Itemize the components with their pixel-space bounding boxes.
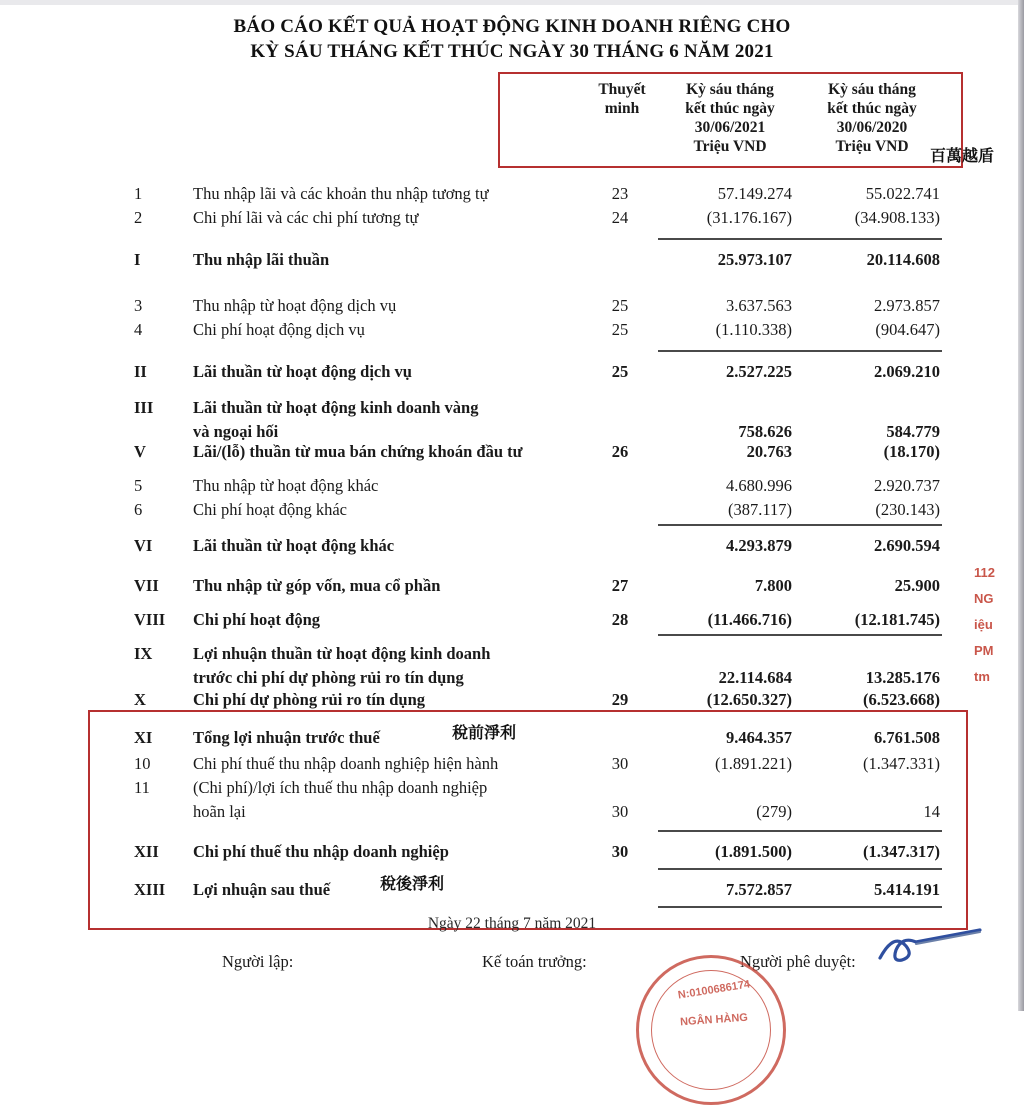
row-value-previous: 6.761.508 — [874, 728, 940, 747]
row-code: 11 — [134, 778, 150, 797]
column-header-previous-line4: Triệu VND — [835, 138, 909, 155]
row-code: VIII — [134, 610, 166, 629]
row-value-previous: (1.347.331) — [863, 754, 940, 773]
row-note-number: 25 — [611, 320, 629, 339]
row-note-number: 28 — [611, 610, 629, 629]
table-row — [0, 440, 1024, 464]
column-header-previous-line2: kết thúc ngày — [827, 100, 917, 117]
column-header-note-line2: minh — [604, 100, 640, 117]
row-code: 2 — [134, 208, 143, 227]
table-row — [0, 726, 1024, 750]
column-header-current-line3: 30/06/2021 — [694, 119, 766, 136]
table-row — [0, 360, 1024, 384]
row-value-previous: 13.285.176 — [865, 668, 940, 687]
row-value-current: 9.464.357 — [726, 728, 792, 747]
row-note-number: 23 — [611, 184, 629, 203]
row-note-number: 26 — [611, 442, 629, 461]
row-value-previous: 25.900 — [894, 576, 940, 595]
row-label: Tổng lợi nhuận trước thuế — [193, 728, 380, 747]
row-code: III — [134, 398, 154, 417]
scan-edge-top — [0, 0, 1024, 5]
column-header-previous-line1: Kỳ sáu tháng — [828, 81, 916, 98]
table-row — [0, 752, 1024, 776]
row-label: Thu nhập lãi thuần — [193, 250, 330, 269]
row-code: IX — [134, 644, 153, 663]
column-header-current-line4: Triệu VND — [693, 138, 767, 155]
annotation-million-vnd: 百萬越盾 — [930, 146, 995, 165]
row-label: Chi phí dự phòng rủi ro tín dụng — [193, 690, 425, 709]
table-row — [0, 776, 1024, 821]
row-label-line2: và ngoại hối — [193, 422, 279, 441]
margin-mark-4: PM — [974, 643, 994, 658]
row-label: Thu nhập từ góp vốn, mua cổ phần — [193, 576, 441, 595]
row-value-current: (1.891.221) — [715, 754, 792, 773]
row-value-current: 4.293.879 — [726, 536, 792, 555]
row-code: 3 — [134, 296, 143, 315]
row-code: 5 — [134, 476, 143, 495]
row-value-previous: 2.920.737 — [874, 476, 940, 495]
row-label: Thu nhập từ hoạt động dịch vụ — [193, 296, 397, 315]
row-value-current: 7.800 — [754, 576, 792, 595]
row-value-current: (1.891.500) — [715, 842, 792, 861]
row-code: II — [134, 362, 147, 381]
handwritten-signature — [876, 928, 986, 968]
row-code: V — [134, 442, 146, 461]
row-value-current: 2.527.225 — [726, 362, 792, 381]
row-code: 4 — [134, 320, 143, 339]
row-code: 10 — [134, 754, 151, 773]
table-row — [0, 182, 1024, 206]
row-label: Lợi nhuận thuần từ hoạt động kinh doanh — [193, 644, 491, 663]
row-value-previous: 2.690.594 — [874, 536, 940, 555]
footer-date: Ngày 22 tháng 7 năm 2021 — [427, 915, 597, 932]
signature-label-chief-accountant: Kế toán trưởng: — [482, 952, 587, 971]
row-label: Lợi nhuận sau thuế — [193, 880, 331, 899]
table-column-headers — [0, 78, 1024, 168]
row-value-current: 3.637.563 — [726, 296, 792, 315]
subtotal-rule — [658, 830, 942, 832]
column-header-note — [576, 80, 668, 118]
table-row — [0, 840, 1024, 864]
row-value-current: (31.176.167) — [706, 208, 792, 227]
annotation-pretax-profit: 稅前淨利 — [452, 723, 517, 742]
row-value-previous: 2.973.857 — [874, 296, 940, 315]
row-value-previous: 584.779 — [886, 422, 940, 441]
stamp-text-secondary: NGÂN HÀNG — [679, 1011, 749, 1029]
row-label: Chi phí hoạt động khác — [193, 500, 347, 519]
row-value-current: (12.650.327) — [706, 690, 792, 709]
stamp-text-primary: N:0100686174 — [677, 978, 751, 1002]
row-code: 6 — [134, 500, 143, 519]
row-code: 1 — [134, 184, 143, 203]
row-value-current: 22.114.684 — [718, 668, 792, 687]
table-row — [0, 688, 1024, 712]
margin-handwritten-marks — [974, 560, 1018, 750]
column-header-current-line2: kết thúc ngày — [685, 100, 775, 117]
row-value-current: 25.973.107 — [717, 250, 792, 269]
column-header-note-line1: Thuyết — [598, 81, 646, 98]
row-value-previous: (1.347.317) — [863, 842, 940, 861]
column-header-previous-period — [806, 80, 938, 156]
row-value-current: (279) — [756, 802, 792, 821]
margin-mark-5: tm — [974, 669, 990, 684]
table-row — [0, 608, 1024, 632]
row-label: Lãi/(lỗ) thuần từ mua bán chứng khoán đầu tư — [193, 442, 523, 461]
row-code: I — [134, 250, 141, 269]
row-value-current: 758.626 — [738, 422, 792, 441]
table-row — [0, 574, 1024, 598]
row-value-current: 4.680.996 — [726, 476, 792, 495]
row-value-previous: (230.143) — [875, 500, 940, 519]
table-row — [0, 498, 1024, 522]
table-row — [0, 206, 1024, 230]
row-label: Lãi thuần từ hoạt động khác — [193, 536, 395, 555]
company-seal-stamp — [636, 955, 786, 1105]
annotation-aftertax-profit: 稅後淨利 — [380, 874, 445, 893]
column-header-current-line1: Kỳ sáu tháng — [686, 81, 774, 98]
row-note-number: 25 — [611, 362, 629, 381]
row-value-previous: (904.647) — [875, 320, 940, 339]
signature-label-preparer: Người lập: — [222, 952, 294, 971]
table-row — [0, 474, 1024, 498]
subtotal-rule — [658, 350, 942, 352]
row-value-previous: 2.069.210 — [874, 362, 940, 381]
row-label: Chi phí hoạt động — [193, 610, 321, 629]
row-value-previous: (6.523.668) — [863, 690, 940, 709]
row-code: XII — [134, 842, 159, 861]
row-label: Thu nhập từ hoạt động khác — [193, 476, 379, 495]
row-label-line2: trước chi phí dự phòng rủi ro tín dụng — [193, 668, 464, 687]
subtotal-rule — [658, 868, 942, 870]
row-value-current: 57.149.274 — [717, 184, 792, 203]
row-code: X — [134, 690, 146, 709]
table-row — [0, 248, 1024, 272]
margin-mark-2: NG — [974, 591, 994, 606]
title-line-2: KỲ SÁU THÁNG KẾT THÚC NGÀY 30 THÁNG 6 NĂM 2021 — [250, 41, 774, 62]
row-note-number: 29 — [611, 690, 629, 709]
row-code: XI — [134, 728, 153, 747]
row-code: VII — [134, 576, 159, 595]
table-row — [0, 396, 1024, 441]
row-note-number: 30 — [611, 802, 629, 821]
row-label-line2: hoãn lại — [193, 802, 246, 821]
row-label: Chi phí lãi và các chi phí tương tự — [193, 208, 419, 227]
document-title — [0, 14, 1024, 64]
row-value-previous: 5.414.191 — [874, 880, 940, 899]
table-row — [0, 294, 1024, 318]
row-label: Lãi thuần từ hoạt động dịch vụ — [193, 362, 412, 381]
row-value-previous: 14 — [923, 802, 940, 821]
row-label: Thu nhập lãi và các khoản thu nhập tương tự — [193, 184, 489, 203]
row-note-number: 27 — [611, 576, 629, 595]
row-value-current: 7.572.857 — [726, 880, 792, 899]
row-label: Chi phí hoạt động dịch vụ — [193, 320, 365, 339]
row-value-previous: (12.181.745) — [854, 610, 940, 629]
title-line-1: BÁO CÁO KẾT QUẢ HOẠT ĐỘNG KINH DOANH RIÊNG CHO — [233, 16, 791, 37]
row-value-previous: 20.114.608 — [866, 250, 940, 269]
row-value-previous: 55.022.741 — [865, 184, 940, 203]
row-label: Chi phí thuế thu nhập doanh nghiệp hiện hành — [193, 754, 499, 773]
row-value-current: (11.466.716) — [707, 610, 792, 629]
row-value-current: (387.117) — [727, 500, 792, 519]
row-note-number: 24 — [611, 208, 629, 227]
signature-label-approver: Người phê duyệt: — [740, 952, 856, 971]
row-note-number: 25 — [611, 296, 629, 315]
row-label: (Chi phí)/lợi ích thuế thu nhập doanh nghiệp — [193, 778, 488, 797]
row-code: XIII — [134, 880, 166, 899]
column-header-current-period — [664, 80, 796, 156]
row-value-previous: (18.170) — [883, 442, 940, 461]
subtotal-rule — [658, 634, 942, 636]
row-value-current: (1.110.338) — [715, 320, 792, 339]
table-row — [0, 318, 1024, 342]
margin-mark-3: iệu — [974, 617, 993, 632]
table-row — [0, 878, 1024, 902]
row-label: Chi phí thuế thu nhập doanh nghiệp — [193, 842, 449, 861]
row-note-number: 30 — [611, 842, 629, 861]
row-value-current: 20.763 — [746, 442, 792, 461]
column-header-previous-line3: 30/06/2020 — [836, 119, 908, 136]
row-note-number: 30 — [611, 754, 629, 773]
row-value-previous: (34.908.133) — [854, 208, 940, 227]
subtotal-rule — [658, 524, 942, 526]
row-code: VI — [134, 536, 153, 555]
row-label: Lãi thuần từ hoạt động kinh doanh vàng — [193, 398, 479, 417]
table-row — [0, 534, 1024, 558]
subtotal-rule — [658, 906, 942, 908]
subtotal-rule — [658, 238, 942, 240]
margin-mark-1: 112 — [974, 565, 995, 580]
